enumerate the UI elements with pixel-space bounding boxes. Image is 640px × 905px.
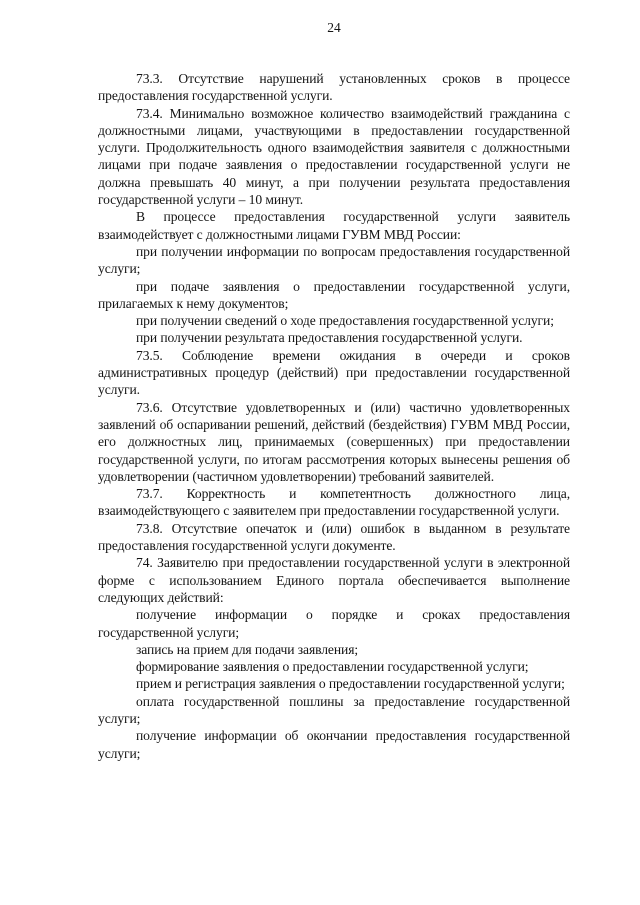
paragraph-73-6: 73.6. Отсутствие удовлетворенных и (или) частично удовлетворенных заявлений об оспаривании решений, действий (бездействия) ГУВМ МВД России, его должностных лиц, принимаемых (совершенных) при предоставлении государственной услуги, по итогам рассмотрения которых вынесены решения об удовлетворении (частичном удовлетворении) требований заявителей.	[98, 399, 570, 484]
list-item: при получении результата предоставления государственной услуги.	[136, 330, 523, 346]
list-item: при получении информации по вопросам предоставления государственной услуги;	[98, 243, 570, 277]
list-item: формирование заявления о предоставлении государственной услуги;	[136, 659, 529, 675]
paragraph-74: 74. Заявителю при предоставлении государственной услуги в электронной форме с использованием Единого портала обеспечивается выполнение следующих действий:	[98, 555, 570, 605]
paragraph-73-8: 73.8. Отсутствие опечаток и (или) ошибок в выданном в результате предоставления государственной услуги документе.	[98, 520, 570, 554]
paragraph-interaction-intro: В процессе предоставления государственной услуги заявитель взаимодействует с должностными лицами ГУВМ МВД России:	[98, 209, 570, 242]
list-item: получение информации об окончании предоставления государственной услуги;	[98, 728, 570, 761]
document-body	[98, 70, 570, 762]
paragraph-73-5: 73.5. Соблюдение времени ожидания в очереди и сроков административных процедур (действий) при предоставлении государственной услуги.	[98, 347, 570, 398]
list-item: при подаче заявления о предоставлении государственной услуги, прилагаемых к нему документов;	[98, 278, 570, 311]
list-item: получение информации о порядке и сроках предоставления государственной услуги;	[98, 607, 570, 640]
paragraph-73-7: 73.7. Корректность и компетентность должностного лица, взаимодействующего с заявителем при предоставлении государственной услуги.	[98, 486, 570, 519]
list-item: оплата государственной пошлины за предоставление государственной услуги;	[98, 693, 570, 726]
page-number: 24	[327, 20, 341, 35]
paragraph-73-4: 73.4. Минимально возможное количество взаимодействий гражданина с должностными лицами, участвующими в предоставлении государственной услуги. Продолжительность одного взаимодействия заявителя с должностными лицами при подаче заявления о предоставлении государственной услуги не должна превышать 40 минут, а при получении результата предоставления государственной услуги – 10 минут.	[98, 105, 570, 208]
paragraph-73-3: 73.3. Отсутствие нарушений установленных сроков в процессе предоставления государственной услуги.	[98, 71, 570, 104]
list-item: запись на прием для подачи заявления;	[136, 641, 359, 657]
list-item: при получении сведений о ходе предоставления государственной услуги;	[136, 313, 554, 329]
list-item: прием и регистрация заявления о предоставлении государственной услуги;	[136, 676, 565, 692]
